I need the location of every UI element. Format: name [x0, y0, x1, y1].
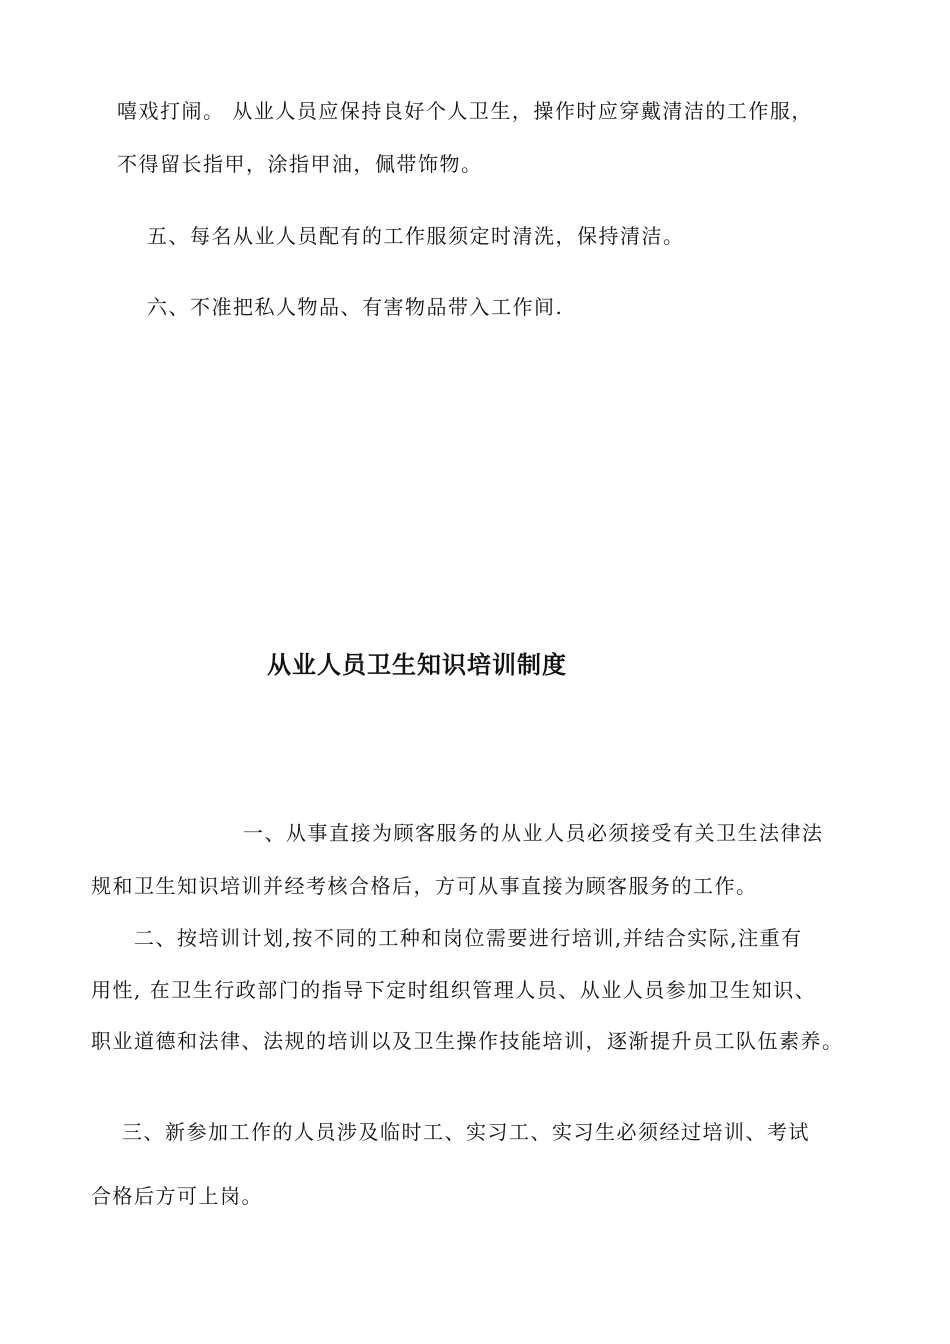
section-text-line-5: 职业道德和法律、法规的培训以及卫生操作技能培训，逐渐提升员工队伍素养。	[91, 1029, 844, 1053]
prev-text-line-2: 不得留长指甲，涂指甲油，佩带饰物。	[117, 152, 483, 176]
prev-text-line-4: 六、不准把私人物品、有害物品带入工作间.	[147, 295, 564, 319]
prev-text-line-3: 五、每名从业人员配有的工作服须定时清洗，保持清洁。	[147, 224, 685, 248]
section-text-line-1: 一、从事直接为顾客服务的从业人员必须接受有关卫生法律法	[243, 821, 824, 845]
section-text-line-3: 二、按培训计划,按不同的工种和岗位需要进行培训,并结合实际,注重有	[134, 926, 803, 950]
section-text-line-7: 合格后方可上岗。	[91, 1184, 263, 1208]
section-text-line-6: 三、新参加工作的人员涉及临时工、实习工、实习生必须经过培训、考试	[122, 1120, 810, 1144]
section-text-line-2: 规和卫生知识培训并经考核合格后，方可从事直接为顾客服务的工作。	[91, 874, 758, 898]
section-text-line-4: 用性, 在卫生行政部门的指导下定时组织管理人员、从业人员参加卫生知识、	[91, 978, 817, 1002]
prev-text-line-1: 嘻戏打闹。 从业人员应保持良好个人卫生，操作时应穿戴清洁的工作服，	[117, 99, 813, 123]
section-title: 从业人员卫生知识培训制度	[267, 651, 567, 679]
